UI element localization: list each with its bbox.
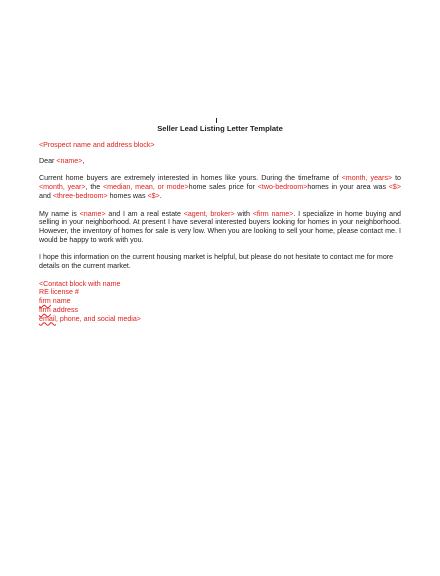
price-placeholder-1: <$> (388, 183, 402, 192)
contact-line-firm-address: firm address (39, 305, 79, 314)
contact-line-name: <Contact block with name (39, 279, 121, 288)
statistic-placeholder: <median, mean, or mode> (102, 183, 189, 192)
contact-block (39, 280, 401, 324)
firm-name-placeholder: <firm name> (252, 209, 294, 218)
timeframe-start-placeholder: <month, years> (341, 174, 393, 183)
greeting: Dear <name>, (39, 156, 85, 165)
agent-name-placeholder: <name> (79, 209, 106, 218)
greeting-name-placeholder: <name> (56, 156, 83, 165)
contact-line-firm-name: firm name (39, 297, 71, 306)
two-bedroom-placeholder: <two-bedroom> (257, 183, 308, 192)
contact-line-email: email, phone, and social media> (39, 314, 141, 323)
timeframe-end-placeholder: <month, year> (39, 183, 86, 192)
spellcheck-word: firm (39, 297, 51, 306)
spellcheck-word: firm (39, 305, 51, 314)
paragraph-closing: I hope this information on the current housing market is helpful, but please do not hesitate to contact me for more details on the current market. (39, 253, 394, 271)
three-bedroom-placeholder: <three-bedroom> (52, 191, 108, 200)
agent-role-placeholder: <agent, broker> (183, 209, 235, 218)
contact-line-license: RE license # (39, 288, 79, 297)
text-cursor-mark (216, 118, 217, 123)
prospect-address-block: <Prospect name and address block> (39, 141, 155, 149)
letter-body (39, 141, 401, 323)
paragraph-market-intro: Current home buyers are extremely interested in homes like yours. During the timeframe of <month, years> to <month, year>, the <median, mean, or mode>home sales price for <two-bedroom>homes in your area was <$> and <three-bedroom> homes was <$>. (39, 174, 402, 200)
paragraph-agent-intro: My name is <name> and I am a real estate <agent, broker> with <firm name>. I specialize in home buying and selling in your neighborhood. At present I have several interested buyers looking for homes in your neighborhood. However, the inventory of homes for sale is very low. When you are looking to sell your home, please contact me. I would be happy to work with you. (39, 209, 401, 244)
spellcheck-word: email (39, 314, 56, 323)
document-title: Seller Lead Listing Letter Template (157, 124, 283, 133)
price-placeholder-2: <$> (147, 191, 160, 200)
